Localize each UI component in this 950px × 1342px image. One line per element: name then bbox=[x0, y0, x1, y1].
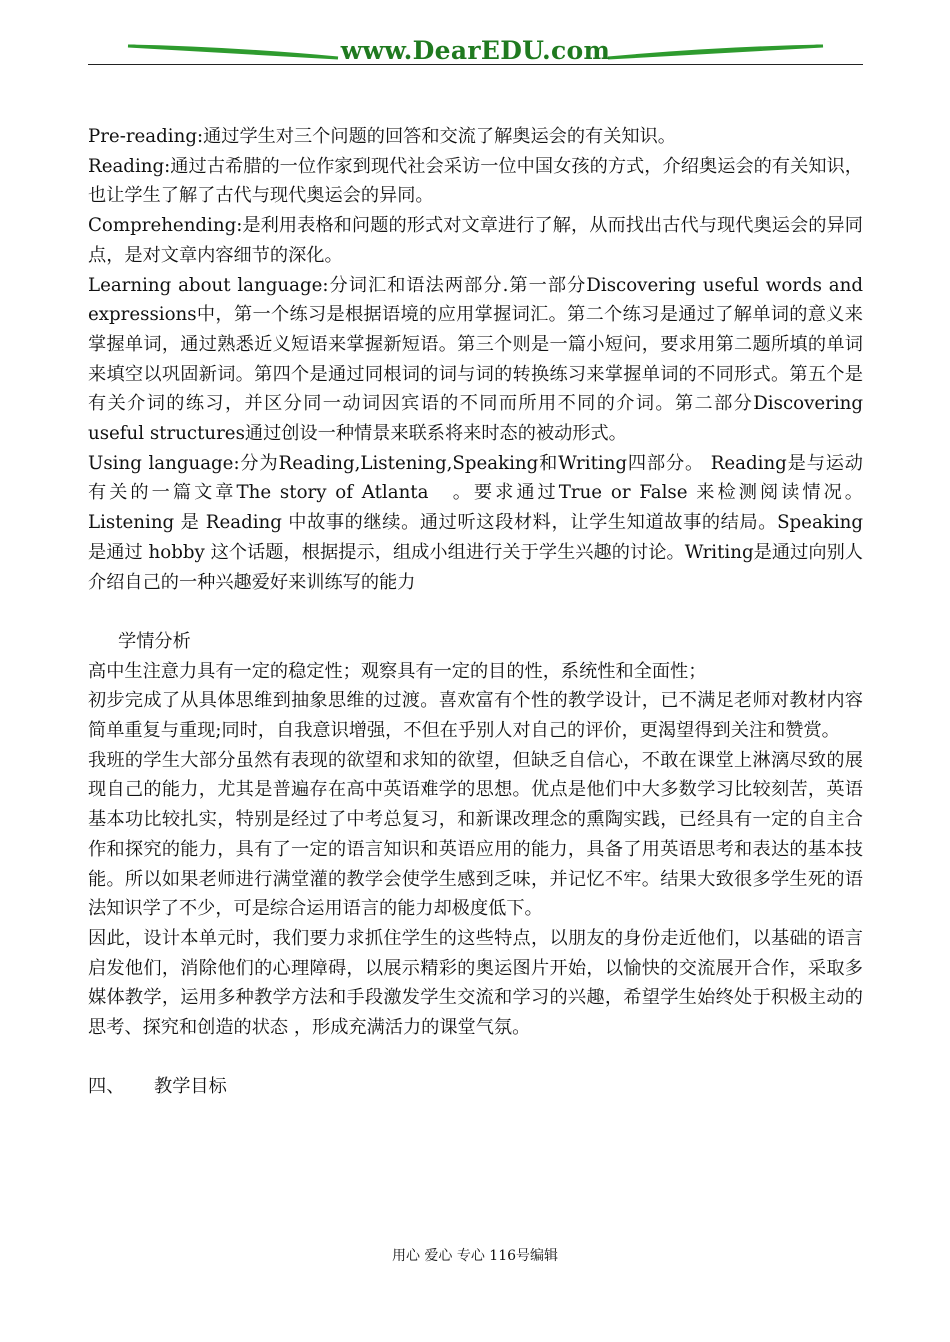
paragraph-comprehending: Comprehending:是利用表格和问题的形式对文章进行了解，从而找出古代与现代奥运会的异同点，是对文章内容细节的深化。 bbox=[88, 215, 863, 266]
section-paragraph: 高中生注意力具有一定的稳定性；观察具有一定的目的性，系统性和全面性； bbox=[88, 660, 707, 682]
page-footer: 用心 爱心 专心 116号编辑 bbox=[391, 1248, 559, 1264]
section-paragraph: 我班的学生大部分虽然有表现的欲望和求知的欲望，但缺乏自信心，不敢在课堂上淋漓尽致的展现自己的能力，尤其是普遍存在高中英语难学的思想。优点是他们中大多数学习比较刻苦，英语基本功比较扎实，特别是经过了中考总复习，和新课改理念的熏陶实践，已经具有一定的自主合作和探究的能力，具有了一定的语言知识和英语应用的能力，具备了用英语思考和表达的基本技能。所以如果老师进行满堂灌的教学会使学生感到乏味，并记忆不牢。结果大致很多学生死的语法知识学了不少，可是综合运用语言的能力却极度低下。 bbox=[88, 749, 863, 920]
paragraph-learning-about-language: Learning about language:分词汇和语法两部分.第一部分Discovering useful words and expressions中，第一个练习是根据语境的应用掌握词汇。第二个练习是通过了解单词的意义来掌握单词，通过熟悉近义短语来掌握新短语。第三个则是一篇小短问，要求用第二题所填的单词来填空以巩固新词。第四个是通过同根词的词与词的转换练习来掌握单词的不同形式。第五个是有关介词的练习，并区分同一动词因宾语的不同而所用不同的介词。第二部分Discovering useful structures通过创设一种情景来联系将来时态的被动形式。 bbox=[88, 274, 863, 445]
spacer bbox=[88, 1043, 863, 1073]
section-paragraph: 因此，设计本单元时，我们要力求抓住学生的这些特点，以朋友的身份走近他们，以基础的语言启发他们，消除他们的心理障碍，以展示精彩的奥运图片开始，以愉快的交流展开合作，采取多媒体教学，运用多种教学方法和手段激发学生交流和学习的兴趣，希望学生始终处于积极主动的思考、探究和创造的状态 ，形成充满活力的课堂气氛。 bbox=[88, 927, 863, 1039]
chapter-title: 教学目标 bbox=[154, 1076, 227, 1098]
chapter-heading bbox=[88, 1072, 863, 1102]
section-title: 学情分析 bbox=[118, 630, 191, 652]
document-body bbox=[88, 122, 863, 1102]
site-logo-text: www.DearEDU.com bbox=[340, 36, 611, 65]
header-rule bbox=[88, 64, 863, 65]
paragraph-pre-reading: Pre-reading:通过学生对三个问题的回答和交流了解奥运会的有关知识。 bbox=[88, 126, 676, 147]
chapter-number: 四、 bbox=[88, 1076, 125, 1098]
spacer bbox=[88, 597, 863, 627]
paragraph-reading: Reading:通过古希腊的一位作家到现代社会采访一位中国女孩的方式，介绍奥运会的有关知识，也让学生了解了古代与现代奥运会的异同。 bbox=[88, 155, 863, 207]
section-paragraph: 初步完成了从具体思维到抽象思维的过渡。喜欢富有个性的教学设计，已不满足老师对教材内容简单重复与重现;同时，自我意识增强，不但在乎别人对自己的评价，更渴望得到关注和赞赏。 bbox=[88, 690, 863, 742]
paragraph-using-language: Using language:分为Reading,Listening,Speaking和Writing四部分。 Reading是与运动有关的一篇文章The story of Atlanta 。要求通过True or False 来检测阅读情况。Listening 是 Reading 中故事的继续。通过听这段材料，让学生知道故事的结局。Speaking 是通过 hobby 这个话题，根据提示，组成小组进行关于学生兴趣的讨论。Writing是通过向别人介绍自己的一种兴趣爱好来训练写的能力 bbox=[88, 452, 863, 593]
page-header bbox=[88, 34, 863, 74]
